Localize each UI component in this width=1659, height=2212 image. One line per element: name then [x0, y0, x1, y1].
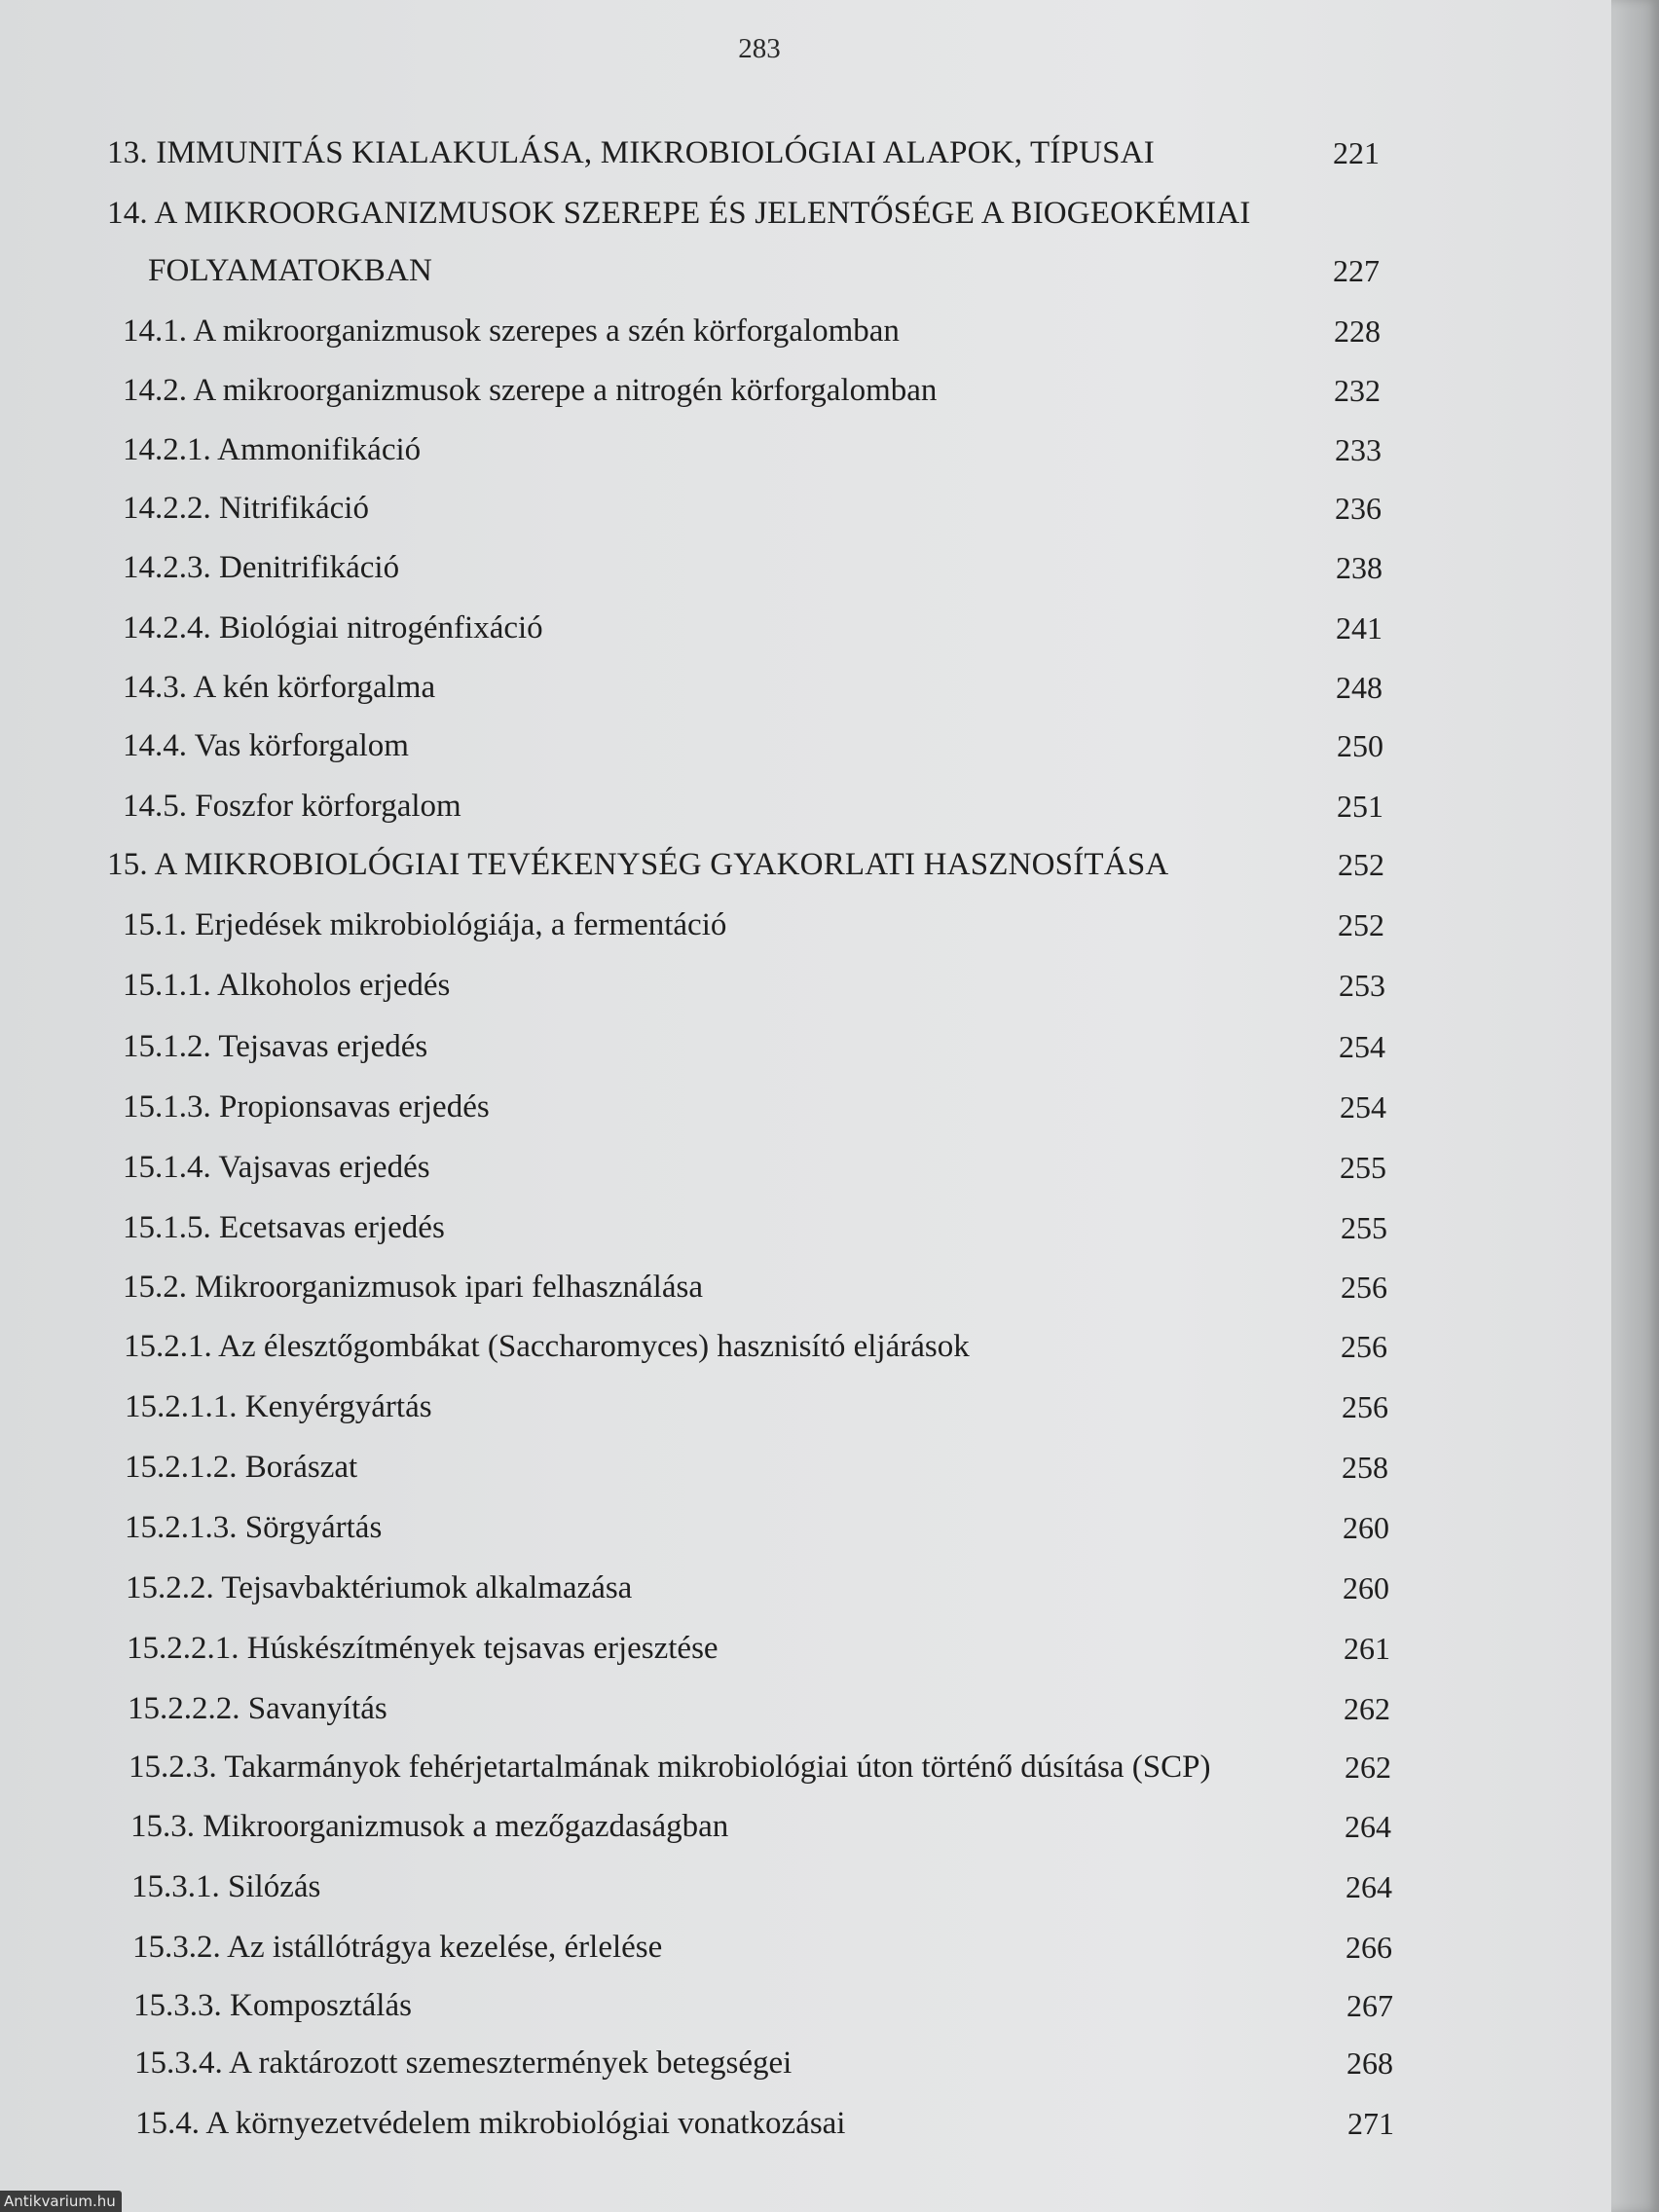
toc-page-number: 256: [1342, 1389, 1388, 1424]
toc-page-number: 252: [1338, 847, 1384, 882]
toc-entry: FOLYAMATOKBAN: [148, 253, 433, 288]
toc-page-number: 227: [1333, 253, 1380, 288]
toc-page-number: 228: [1334, 313, 1381, 349]
toc-page-number: 254: [1339, 1029, 1385, 1064]
toc-entry: 15.1.2. Tejsavas erjedés: [123, 1029, 428, 1064]
toc-page-number: 233: [1335, 432, 1382, 467]
toc-page-number: 236: [1335, 491, 1382, 526]
toc-entry: 15.2.3. Takarmányok fehérjetartalmának mikrobiológiai úton történő dúsítása (SCP): [129, 1750, 1211, 1785]
toc-entry: 13. IMMUNITÁS KIALAKULÁSA, MIKROBIOLÓGIAI ALAPOK, TÍPUSAI: [107, 135, 1155, 170]
toc-entry: 14.2.2. Nitrifikáció: [123, 491, 369, 526]
toc-entry: 15.3.4. A raktározott szemesztermények betegségei: [134, 2046, 793, 2081]
toc-entry: 15.2.2.2. Savanyítás: [128, 1691, 387, 1726]
toc-entry: 15.1. Erjedések mikrobiológiája, a fermentáció: [123, 907, 727, 942]
toc-entry: 15.2.2.1. Húskészítmények tejsavas erjesztése: [127, 1631, 719, 1666]
page-number: 283: [738, 33, 781, 64]
toc-entry: 15.3. Mikroorganizmusok a mezőgazdaságban: [130, 1809, 729, 1844]
toc-page-number: 271: [1347, 2106, 1394, 2141]
toc-entry: 15. A MIKROBIOLÓGIAI TEVÉKENYSÉG GYAKORLATI HASZNOSÍTÁSA: [107, 847, 1169, 882]
toc-entry: 15.2.1.3. Sörgyártás: [125, 1510, 383, 1545]
toc-page-number: 250: [1337, 728, 1383, 763]
toc-page-number: 255: [1341, 1210, 1387, 1245]
toc-page-number: 266: [1346, 1930, 1392, 1965]
watermark: Antikvarium.hu: [0, 2191, 122, 2212]
toc-entry: 15.2.2. Tejsavbaktériumok alkalmazása: [126, 1570, 633, 1605]
toc-entry: 14.3. A kén körforgalma: [123, 670, 436, 705]
toc-page-number: 241: [1336, 610, 1382, 645]
toc-entry: 14.4. Vas körforgalom: [123, 728, 409, 763]
toc-entry: 14.2. A mikroorganizmusok szerepe a nitrogén körforgalomban: [123, 373, 938, 408]
toc-page-number: 262: [1344, 1691, 1390, 1726]
toc-entry: 15.3.3. Komposztálás: [133, 1988, 412, 2023]
toc-entry: 15.1.3. Propionsavas erjedés: [123, 1089, 490, 1124]
toc-entry: 15.2.1. Az élesztőgombákat (Saccharomyces) hasznisító eljárások: [124, 1329, 970, 1364]
toc-page-number: 255: [1340, 1150, 1386, 1185]
toc-entry: 15.2. Mikroorganizmusok ipari felhasználása: [123, 1270, 703, 1305]
toc-page-number: 261: [1344, 1631, 1390, 1666]
toc-page-number: 256: [1341, 1329, 1387, 1364]
toc-page-number: 232: [1334, 373, 1381, 408]
toc-entry: 14.5. Foszfor körforgalom: [123, 789, 461, 824]
toc-entry: 15.2.1.2. Borászat: [125, 1450, 358, 1485]
toc-page-number: 254: [1340, 1089, 1386, 1124]
toc-page-number: 260: [1343, 1570, 1389, 1605]
toc-page-number: 253: [1339, 968, 1385, 1003]
toc-entry: 14. A MIKROORGANIZMUSOK SZEREPE ÉS JELENTŐSÉGE A BIOGEOKÉMIAI: [107, 196, 1251, 231]
toc-entry: 15.3.2. Az istállótrágya kezelése, érlelése: [132, 1930, 663, 1965]
toc-page-number: 238: [1336, 550, 1382, 585]
toc-entry: 15.2.1.1. Kenyérgyártás: [125, 1389, 432, 1424]
toc-entry: 15.1.5. Ecetsavas erjedés: [123, 1210, 445, 1245]
toc-page-number: 251: [1337, 789, 1383, 824]
toc-page-number: 268: [1346, 2046, 1393, 2081]
toc-entry: 14.2.3. Denitrifikáció: [123, 550, 400, 585]
toc-page-number: 248: [1336, 670, 1382, 705]
toc-entry: 14.2.4. Biológiai nitrogénfixáció: [123, 610, 543, 645]
toc-page-number: 221: [1333, 135, 1380, 170]
toc-page-number: 262: [1345, 1750, 1391, 1785]
toc-page-number: 260: [1343, 1510, 1389, 1545]
toc-entry: 15.1.1. Alkoholos erjedés: [123, 968, 451, 1003]
toc-entry: 15.3.1. Silózás: [131, 1869, 321, 1904]
toc-entry: 15.1.4. Vajsavas erjedés: [123, 1150, 430, 1185]
toc-page-number: 256: [1341, 1270, 1387, 1305]
toc-page-number: 264: [1346, 1869, 1392, 1904]
toc-entry: 14.2.1. Ammonifikáció: [123, 432, 422, 467]
toc-page-number: 258: [1342, 1450, 1388, 1485]
toc-page-number: 264: [1345, 1809, 1391, 1844]
toc-page-number: 252: [1338, 907, 1384, 942]
toc-entry: 14.1. A mikroorganizmusok szerepes a szén körforgalomban: [123, 313, 900, 349]
toc-page-number: 267: [1346, 1988, 1393, 2023]
toc-entry: 15.4. A környezetvédelem mikrobiológiai vonatkozásai: [135, 2106, 846, 2141]
